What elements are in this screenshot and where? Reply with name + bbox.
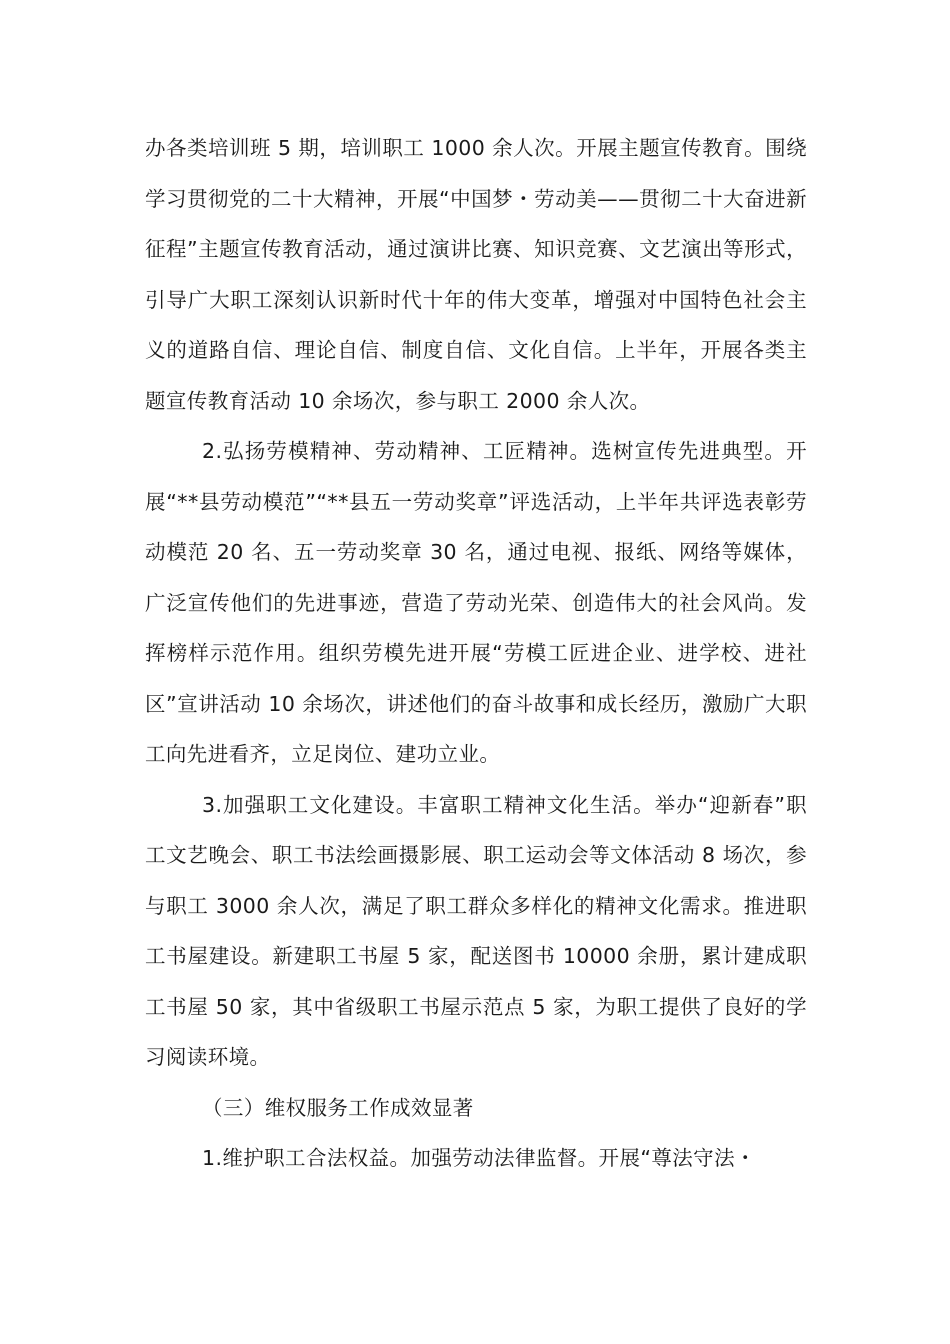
section-heading: （三）维权服务工作成效显著 <box>202 1095 474 1120</box>
body-paragraph-continuation: 办各类培训班 5 期，培训职工 1000 余人次。开展主题宣传教育。围绕学习贯彻党的二十大精神，开展“中国梦・劳动美——贯彻二十大奋进新征程”主题宣传教育活动，通过演讲比赛、知识竞赛、文艺演出等形式，引导广大职工深刻认识新时代十年的伟大变革，增强对中国特色社会主义的道路自信、理论自信、制度自信、文化自信。上半年，开展各类主题宣传教育活动 10 余场次，参与职工 2000 余人次。 <box>145 136 807 413</box>
body-paragraph-worker-culture: 3.加强职工文化建设。丰富职工精神文化生活。举办“迎新春”职工文艺晚会、职工书法绘画摄影展、职工运动会等文体活动 8 场次，参与职工 3000 余人次，满足了职工群众多样化的精神文化需求。推进职工书屋建设。新建职工书屋 5 家，配送图书 10000 余册，累计建成职工书屋 50 家，其中省级职工书屋示范点 5 家，为职工提供了良好的学习阅读环境。 <box>145 792 807 1069</box>
document-page <box>145 123 807 1184</box>
body-paragraph-model-workers: 2.弘扬劳模精神、劳动精神、工匠精神。选树宣传先进典型。开展“**县劳动模范”“**县五一劳动奖章”评选活动，上半年共评选表彰劳动模范 20 名、五一劳动奖章 30 名，通过电视、报纸、网络等媒体，广泛宣传他们的先进事迹，营造了劳动光荣、创造伟大的社会风尚。发挥榜样示范作用。组织劳模先进开展“劳模工匠进企业、进学校、进社区”宣讲活动 10 余场次，讲述他们的奋斗故事和成长经历，激励广大职工向先进看齐，立足岗位、建功立业。 <box>145 439 807 766</box>
body-paragraph-rights-protection: 1.维护职工合法权益。加强劳动法律监督。开展“尊法守法・ <box>202 1146 756 1170</box>
